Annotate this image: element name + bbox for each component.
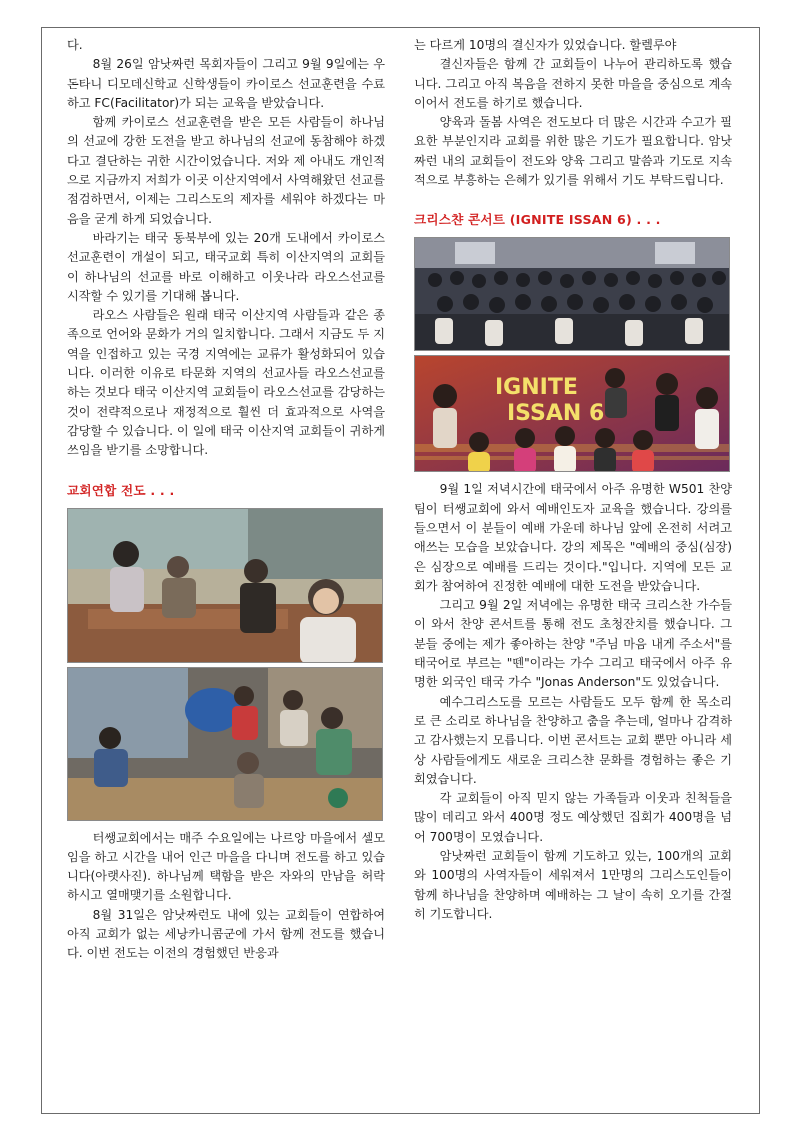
paragraph: 그리고 9월 2일 저녁에는 유명한 태국 크리스찬 가수들이 와서 찬양 콘서트를 통해 전도 초청잔치를 했습니다. 그 분들 중에는 제가 좋아하는 찬양 "주님 마음 내게 주소서"를 태국어로 부르는 "뗀"이라는 가수 그리고 태국에서 아주 유명한 외국인 태국 가수 "Jonas Anderson"도 있었습니다.	[414, 598, 732, 690]
paragraph: 8월 31일은 암낫짜런도 내에 있는 교회들이 연합하여 아직 교회가 없는 세낭카니콤군에 가서 함께 전도를 했습니다. 이번 전도는 이전의 경험했던 반응과	[67, 907, 385, 961]
section-heading-concert: 크리스챤 콘서트 (IGNITE ISSAN 6) . . .	[414, 212, 661, 228]
poster-title-line1: IGNITE	[495, 375, 578, 401]
paragraph: 함께 카이로스 선교훈련을 받은 모든 사람들이 하나님의 선교에 강한 도전을 받고 하나님의 선교에 동참해야 하겠다고 결단하는 귀한 시간이었습니다. 저와 제 아내도 개인적으로 지금까지 저희가 이곳 이산지역에서 사역해왔던 선교를 점검하면서, 이제는 그리스도의 제자를 세워야 하겠다는 마음을 굳게 하게 되었습니다.	[67, 115, 385, 226]
right-column	[414, 36, 732, 924]
photo-ignite-poster	[414, 355, 730, 472]
photo-cell-group	[67, 667, 383, 821]
paragraph: 양육과 돌봄 사역은 전도보다 더 많은 시간과 수고가 필요한 부분인지라 교회를 위한 많은 기도가 필요합니다. 암낫짜런 내의 교회들이 전도와 양육 그리고 말씀과 기도로 지속적으로 부흥하는 은혜가 있기를 위해서 기도 부탁드립니다.	[414, 115, 732, 188]
photo-concert-group	[414, 237, 730, 351]
section-heading-evangelism: 교회연합 전도 . . .	[67, 482, 175, 498]
paragraph: 바라기는 태국 동북부에 있는 20개 도내에서 카이로스 선교훈련이 개설이 되고, 태국교회 특히 이산지역의 교회들이 하나님의 선교를 바로 이해하고 이웃나라 라오스선교를 시작할 수 있기를 기대해 봅니다.	[67, 230, 385, 303]
paragraph: 는 다르게 10명의 결신자가 있었습니다. 할렐루야	[414, 38, 677, 52]
paragraph: 다.	[67, 38, 83, 52]
paragraph: 터쌩교회에서는 매주 수요일에는 나르앙 마을에서 셀모임을 하고 시간을 내어 인근 마을을 다니며 전도를 하고 있습니다(아랫사진). 하나님께 택함을 받은 자와의 만남을 허락하시고 열매맺기를 소원합니다.	[67, 830, 385, 903]
paragraph: 각 교회들이 아직 믿지 않는 가족들과 이웃과 친척들을 많이 데리고 와서 400명 정도 예상했던 집회가 400명을 넘어 700명이 모였습니다.	[414, 791, 732, 844]
photo-village-visit	[67, 508, 383, 663]
paragraph: 결신자들은 함께 간 교회들이 나누어 관리하도록 했습니다. 그리고 아직 복음을 전하지 못한 마을을 중심으로 계속 이어서 전도를 하기로 했습니다.	[414, 57, 732, 110]
poster-title-line2: ISSAN 6	[507, 401, 605, 427]
paragraph: 라오스 사람들은 원래 태국 이산지역 사람들과 같은 종족으로 언어와 문화가 거의 일치합니다. 그래서 지금도 두 지역을 인접하고 있는 국경 지역에는 교류가 활성화되어 있습니다. 이러한 이유로 타문화 지역의 선교사들 라오스선교를 하는 것보다 태국 이산지역 교회들이 라오스선교를 감당하는 것이 전략적으로나 재정적으로 훨씬 더 효과적으로 사역을 감당할 수 있습니다. 이 일에 태국 이산지역 교회들이 귀하게 쓰임을 받기를 소망합니다.	[67, 308, 385, 458]
paragraph: 예수그리스도를 모르는 사람들도 모두 함께 한 목소리로 큰 소리로 하나님을 찬양하고 춤을 추는데, 얼마나 감격하고 감사했는지 모릅니다. 이번 콘서트는 교회 뿐만 아니라 세상 사람들에게도 새로운 크리스챤 문화를 경험하는 좋은 기회였습니다.	[414, 694, 732, 786]
paragraph: 암낫짜런 교회들이 함께 기도하고 있는, 100개의 교회와 100명의 사역자들이 세워져서 1만명의 그리스도인들이 함께 하나님을 찬양하며 예배하는 그 날이 속히 오기를 간절히 기도합니다.	[414, 849, 732, 921]
paragraph: 9월 1일 저녁시간에 태국에서 아주 유명한 W501 찬양팀이 터쌩교회에 와서 예배인도자 교육을 했습니다. 강의를 들으면서 이 분들이 예배 가운데 하나님 앞에 온전히 서려고 애쓰는 모습을 보았습니다. 강의 제목은 "예배의 중심(심장)은 심장으로 예배를 드리는 것이다."입니다. 지역에 모든 교회가 참여하여 진정한 예배에 대한 도전을 받았습니다.	[414, 482, 732, 593]
left-column	[67, 36, 385, 964]
paragraph: 8월 26일 암낫짜런 목회자들이 그리고 9월 9일에는 우돈타니 디모데신학교 신학생들이 카이로스 선교훈련을 수료하고 FC(Facilitator)가 되는 교육을 받았습니다.	[67, 57, 385, 110]
